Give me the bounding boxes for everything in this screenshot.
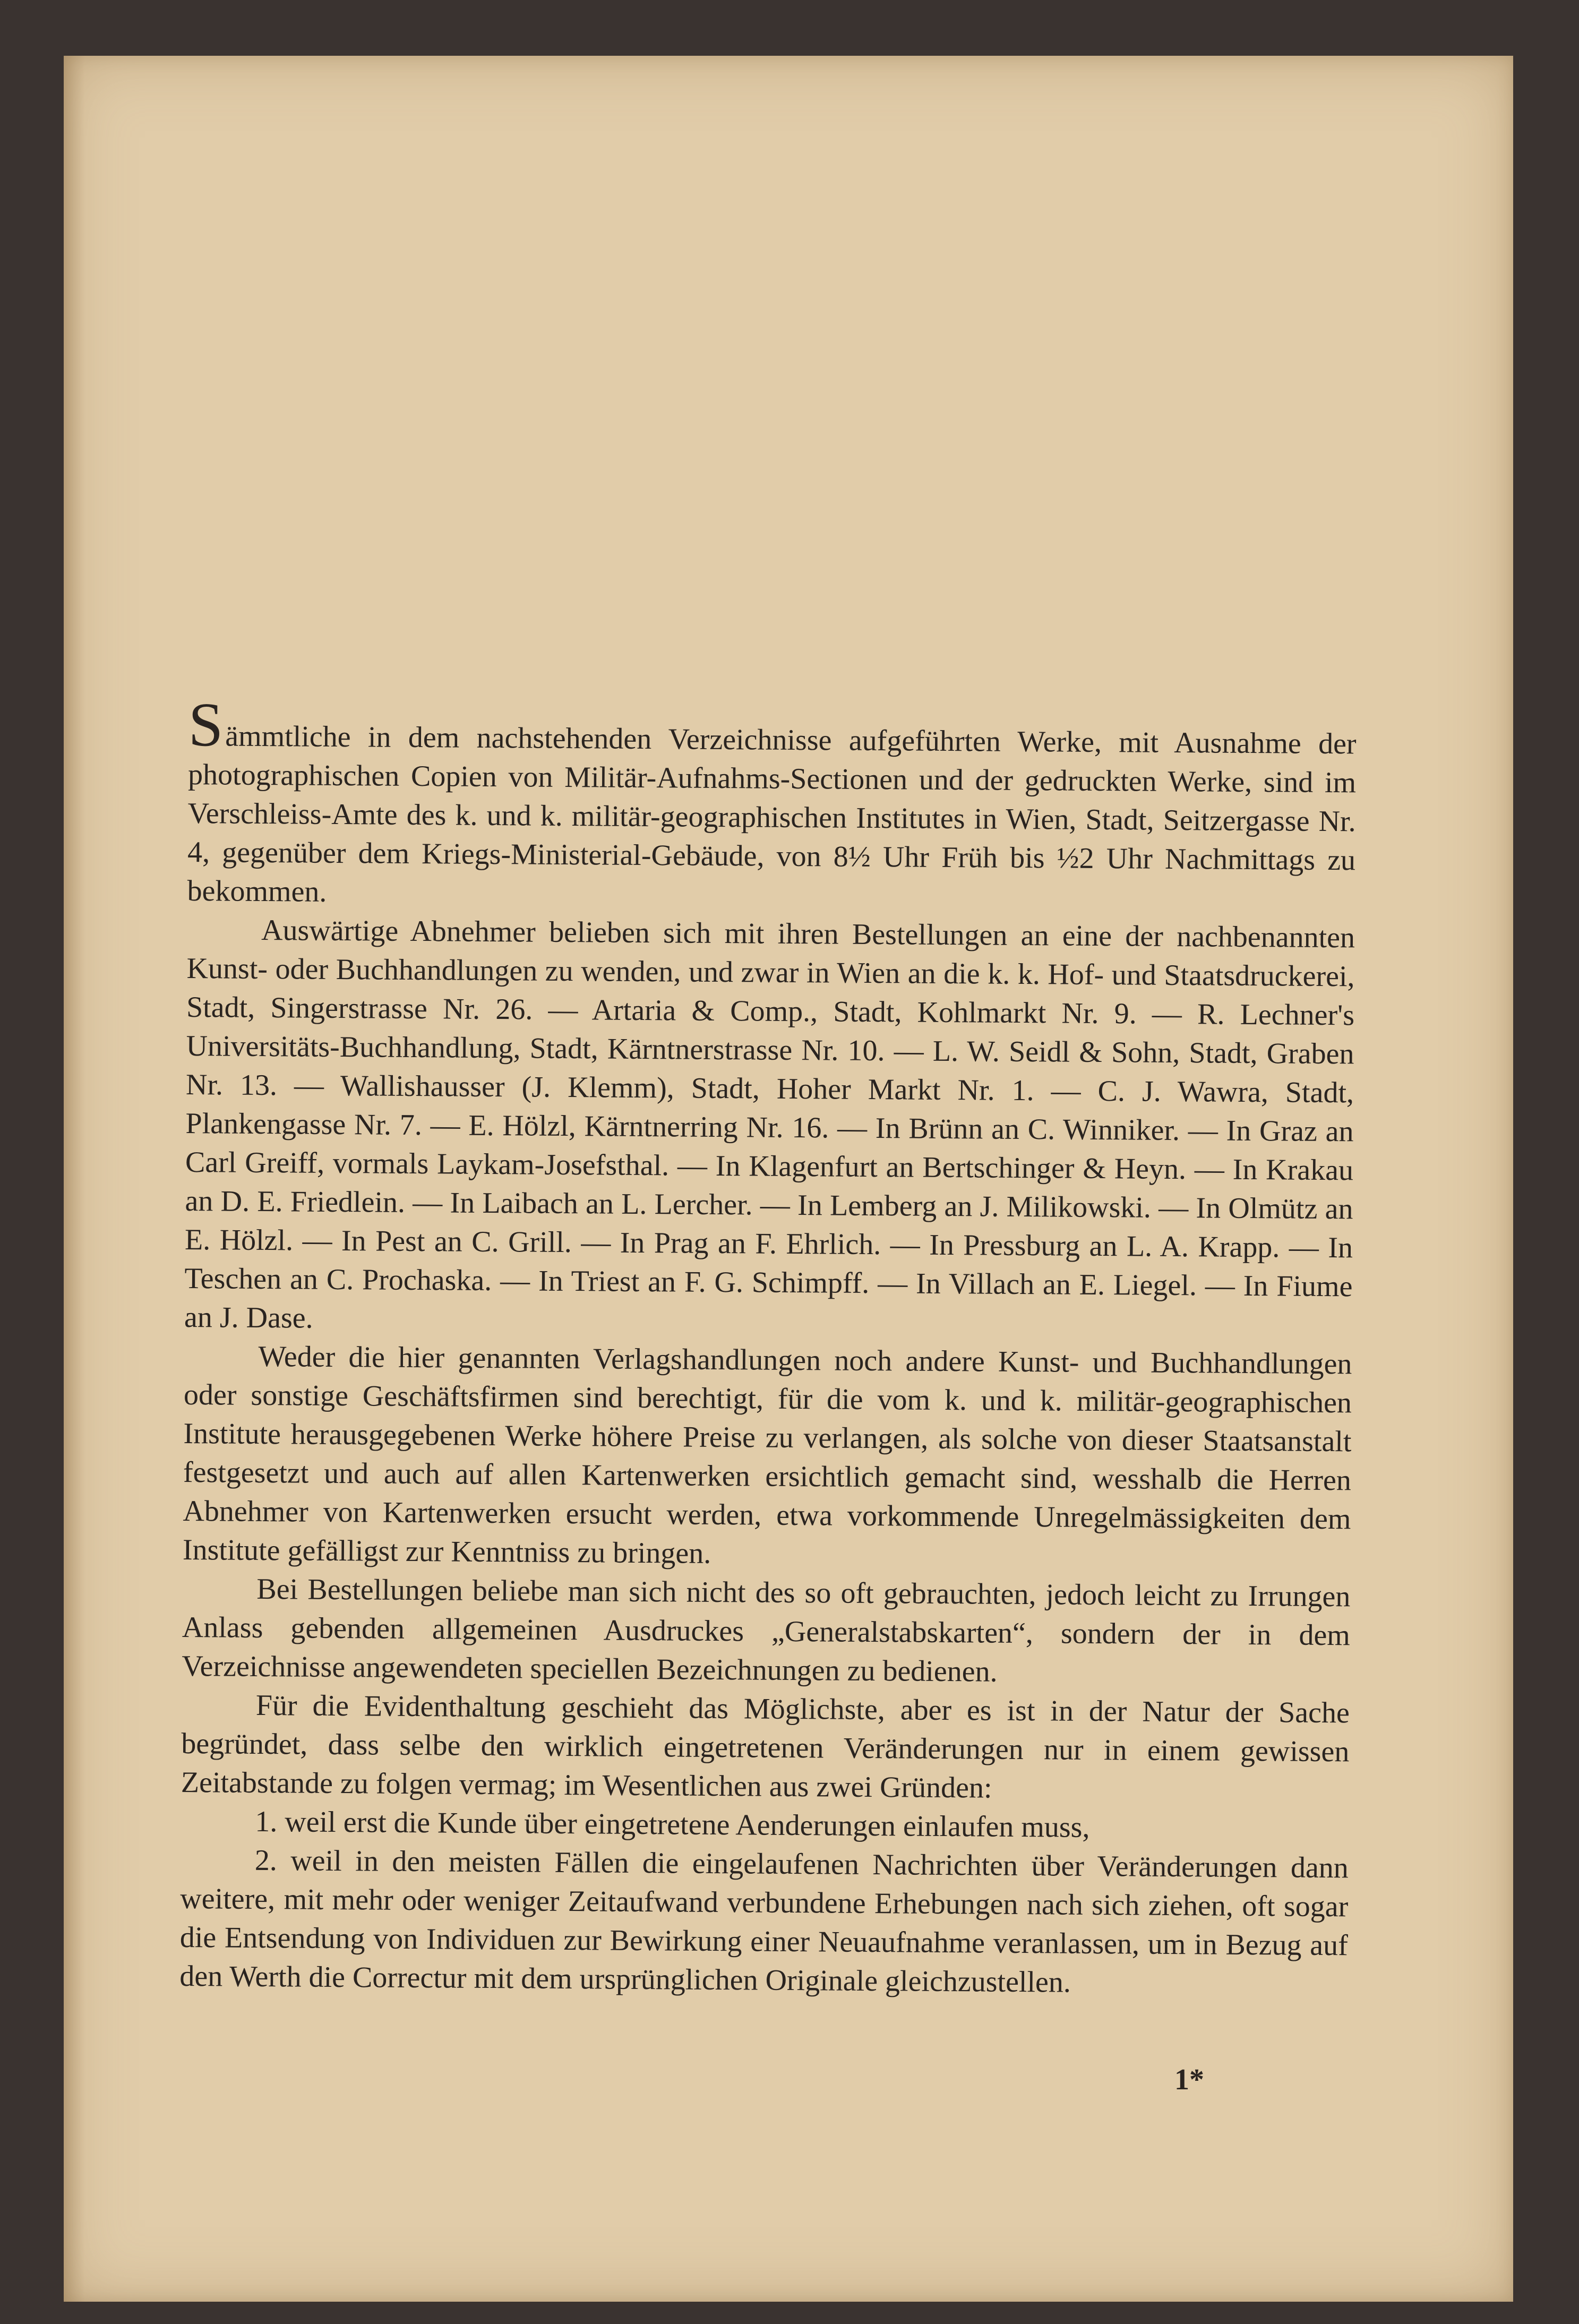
paragraph-updates: Für die Evidenthaltung geschieht das Möglichste, aber es ist in der Natur der Sache begründet, dass selbe den wirklich eingetretenen Veränderungen nur in einem gewissen Zeitabstande zu folgen vermag; im Wesentlichen aus zwei Gründen: [181, 1688, 1350, 1805]
drop-cap: S [188, 690, 224, 760]
reason-item-2: 2. weil in den meisten Fällen die eingelaufenen Nachrichten über Veränderungen dann weitere, mit mehr oder weniger Zeitaufwand verbundene Erhebungen nach sich ziehen, oft sogar die Entsendung von Individuen zur Bewirkung einer Neuaufnahme veranlassen, um in Bezug auf den Werth die Correctur mit dem ursprünglichen Originale gleichzustellen. [179, 1843, 1349, 1999]
paragraph-dealers: Auswärtige Abnehmer belieben sich mit ihren Bestellungen an eine der nachbenannten Kunst- oder Buchhandlungen zu wenden, und zwar in Wien an die k. k. Hof- und Staatsdruckerei, Stadt, Singerstrasse Nr. 26. — Artaria & Comp., Stadt, Kohlmarkt Nr. 9. — R. Lechner's Universitäts-Buchhandlung, Stadt, Kärntnerstrasse Nr. 10. — L. W. Seidl & Sohn, Stadt, Graben Nr. 13. — Wallishausser (J. Klemm), Stadt, Hoher Markt Nr. 1. — C. J. Wawra, Stadt, Plankengasse Nr. 7. — E. Hölzl, Kärntnerring Nr. 16. — In Brünn an C. Winniker. — In Graz an Carl Greiff, vormals Laykam-Josefsthal. — In Klagenfurt an Bertschinger & Heyn. — In Krakau an D. E. Friedlein. — In Laibach an L. Lercher. — In Lemberg an J. Milikowski. — In Olmütz an E. Hölzl. — In Pest an C. Grill. — In Prag an F. Ehrlich. — In Pressburg an L. A. Krapp. — In Teschen an C. Prochaska. — In Triest an F. G. Schimpff. — In Villach an E. Liegel. — In Fiume an J. Dase. [184, 913, 1355, 1335]
document-page [64, 56, 1513, 2302]
body-text [179, 690, 1357, 2004]
page-number: 1* [1174, 2063, 1204, 2096]
paragraph-pricing: Weder die hier genannten Verlagshandlungen noch andere Kunst- und Buchhandlungen oder sonstige Geschäftsfirmen sind berechtigt, für die vom k. und k. militär-geographischen Institute herausgegebenen Werke höhere Preise zu verlangen, als solche von dieser Staatsanstalt festgesetzt und auch auf allen Kartenwerken ersichtlich gemacht sind, wesshalb die Herren Abnehmer von Kartenwerken ersucht werden, etwa vorkommende Unregelmässigkeiten dem Institute gefälligst zur Kenntniss zu bringen. [182, 1340, 1352, 1570]
paragraph-intro [187, 690, 1357, 919]
reason-item-1: 1. weil erst die Kunde über eingetretene Aenderungen einlaufen muss, [255, 1805, 1090, 1844]
paragraph-ordering: Bei Bestellungen beliebe man sich nicht des so oft gebrauchten, jedoch leicht zu Irrungen Anlass gebenden allgemeinen Ausdruckes „Generalstabskarten“, sondern der in dem Verzeichnisse angewendeten speciellen Bezeichnungen zu bedienen. [182, 1572, 1351, 1688]
paragraph-intro-text: ämmtliche in dem nachstehenden Verzeichnisse aufgeführten Werke, mit Ausnahme der photographischen Copien von Militär-Aufnahms-Sectionen und der gedruckten Werke, sind im Verschleiss-Amte des k. und k. militär-geographischen Institutes in Wien, Stadt, Seitzergasse Nr. 4, gegenüber dem Kriegs-Ministerial-Gebäude, von 8½ Uhr Früh bis ½2 Uhr Nachmittags zu bekommen. [187, 719, 1357, 908]
